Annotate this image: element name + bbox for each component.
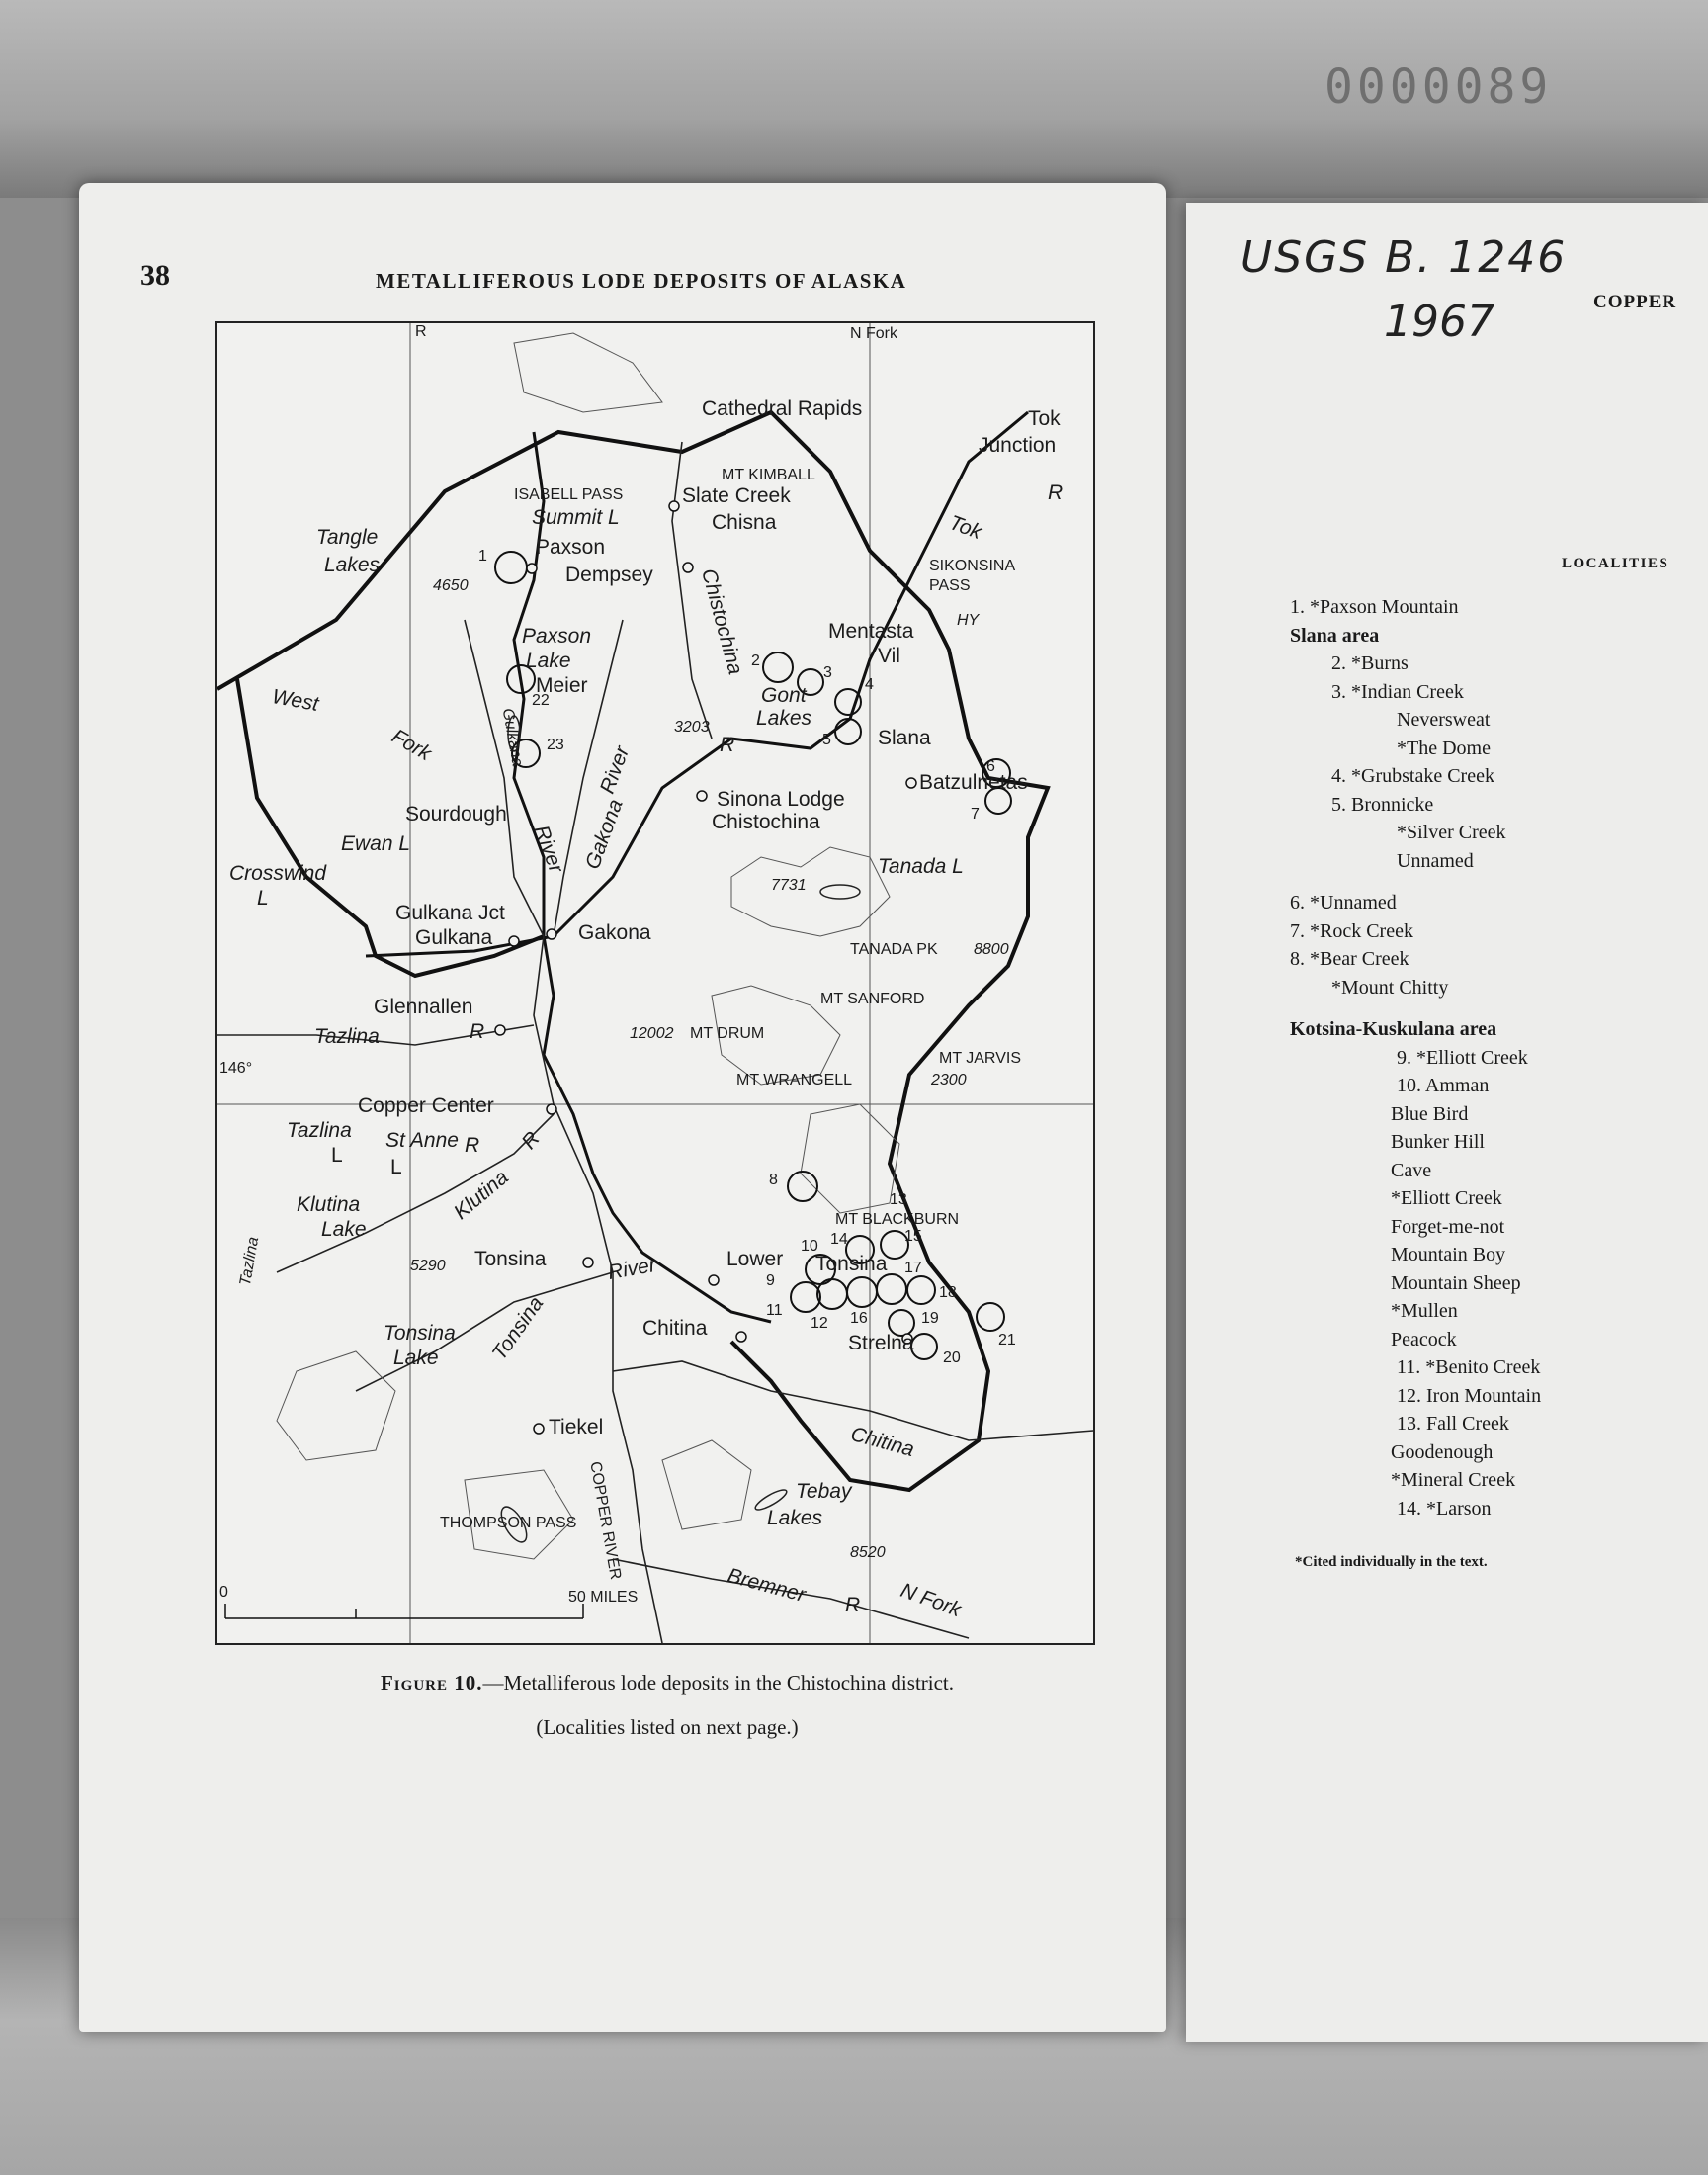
map-label: Gakona (578, 921, 651, 944)
map-label: Chisna (712, 511, 777, 534)
map-label: R (1048, 481, 1064, 504)
locality-number: 16 (850, 1310, 868, 1327)
map-label: MT KIMBALL (722, 467, 815, 483)
map-label: 0 (219, 1584, 228, 1601)
map-label: Klutina (449, 1166, 513, 1225)
locality-number: 1 (478, 548, 487, 565)
map-label: Batzulnetas (919, 771, 1028, 794)
map-label: Lakes (756, 707, 812, 730)
map-label: 50 MILES (568, 1589, 639, 1606)
locality-number: 13 (890, 1191, 907, 1208)
locality-number: 12 (811, 1315, 828, 1332)
district-boundary-west (237, 679, 544, 976)
map-label: Lake (321, 1218, 367, 1241)
locality-number: 3 (823, 664, 832, 681)
map-label: HY (957, 612, 980, 629)
map-label: N Fork (897, 1578, 965, 1622)
map-label: L (257, 887, 269, 910)
locality-entry: 2. *Burns (1331, 652, 1409, 674)
locality-number: 18 (939, 1284, 957, 1301)
locality-area-heading: Slana area (1290, 624, 1380, 647)
map-label: 4650 (433, 577, 469, 594)
map-label: TANADA PK (850, 941, 938, 958)
map-label: Junction (979, 434, 1057, 457)
locality-number: 14 (830, 1231, 848, 1248)
map-label: MT DRUM (690, 1025, 765, 1042)
handwritten-reference: USGS B. 1246 (1240, 232, 1568, 283)
locality-entry: 5. Bronnicke (1331, 793, 1434, 816)
map-label: THOMPSON PASS (440, 1515, 577, 1531)
locality-number: 9 (766, 1272, 775, 1289)
map-label: Tok (1028, 407, 1061, 430)
locality-entry: Unnamed (1397, 849, 1474, 872)
map-label: MT SANFORD (820, 991, 925, 1007)
map-label: River (606, 1253, 658, 1285)
figure-label: Figure 10. (380, 1671, 483, 1695)
map-label: L (390, 1156, 402, 1178)
map-label: Ewan L (341, 832, 411, 855)
map-label: Bremner (725, 1563, 809, 1608)
map-label: 7731 (771, 877, 807, 894)
map-label: Gulkana Jct (395, 902, 505, 924)
locality-entry: *Mount Chitty (1331, 976, 1449, 999)
map-label: Klutina (297, 1193, 361, 1216)
map-label: Lake (526, 650, 571, 672)
map-label: Lakes (767, 1507, 823, 1529)
locality-entry: 7. *Rock Creek (1290, 919, 1413, 942)
locality-number: 23 (547, 737, 564, 753)
locality-number: 6 (986, 758, 995, 775)
locality-number: 8 (769, 1172, 778, 1188)
map-label: R (720, 734, 735, 756)
map-label: R (517, 1127, 545, 1154)
map-label: 5290 (410, 1258, 446, 1274)
locality-number: 22 (532, 692, 550, 709)
map-label: Gakona (580, 796, 628, 873)
map-label: Lake (393, 1347, 439, 1369)
locality-entry: 13. Fall Creek (1397, 1413, 1509, 1435)
map-label: Gulkana (498, 707, 526, 768)
map-label: Tonsina (487, 1292, 549, 1365)
map-label: COPPER RIVER (586, 1460, 624, 1582)
map-label: Copper Center (358, 1094, 494, 1117)
handwritten-year: 1967 (1384, 297, 1494, 347)
district-map (215, 321, 1095, 1645)
map-label: Glennallen (374, 996, 473, 1018)
map-label: Tok (946, 511, 985, 544)
map-label: Chitina (642, 1317, 708, 1340)
map-label: Chitina (848, 1422, 917, 1462)
locality-number: 11 (766, 1302, 783, 1319)
map-label: Chistochina (697, 566, 747, 677)
locality-entry: Blue Bird (1391, 1102, 1469, 1125)
map-label: Fork (387, 725, 436, 766)
map-label: R (415, 323, 427, 340)
locality-number: 17 (904, 1260, 922, 1276)
locality-entry: 8. *Bear Creek (1290, 948, 1409, 970)
map-label: Cathedral Rapids (702, 397, 863, 420)
locality-number: 10 (801, 1238, 818, 1255)
map-label: R (465, 1134, 480, 1157)
locality-number: 2 (751, 652, 760, 669)
map-label: Meier (536, 674, 588, 697)
locality-entry: Forget-me-not (1391, 1215, 1505, 1238)
map-label: Tazlina (236, 1235, 263, 1288)
locality-entry: *Mullen (1391, 1300, 1458, 1322)
map-label: 8800 (974, 941, 1009, 958)
map-label: Tonsina (815, 1253, 888, 1275)
map-label: MT JARVIS (939, 1050, 1021, 1067)
map-label: Tanada L (878, 855, 964, 878)
map-label: Sourdough (405, 803, 507, 826)
localities-heading: LOCALITIES (1562, 556, 1669, 571)
locality-number: 5 (822, 732, 831, 748)
map-label: West (270, 685, 321, 716)
localities-list (1290, 593, 1705, 1522)
locality-entry: 12. Iron Mountain (1397, 1384, 1542, 1407)
map-label: Slate Creek (682, 484, 791, 507)
map-label: Vil (878, 645, 900, 667)
locality-entry: Cave (1391, 1159, 1432, 1181)
locality-entry: *Elliott Creek (1391, 1187, 1502, 1209)
map-label: Gont (761, 684, 807, 707)
map-label: Tebay (796, 1480, 852, 1503)
map-label: River (529, 822, 568, 876)
locality-entry: Goodenough (1391, 1440, 1494, 1463)
map-label: 146° (219, 1060, 253, 1077)
map-label: Summit L (532, 506, 620, 529)
map-label: Tiekel (549, 1416, 604, 1438)
locality-entry: 4. *Grubstake Creek (1331, 765, 1494, 787)
map-label: Paxson (536, 536, 606, 559)
figure-caption-note: (Localities listed on next page.) (536, 1715, 799, 1739)
locality-entry: Peacock (1391, 1328, 1457, 1350)
map-label: 12002 (630, 1025, 674, 1042)
localities-footnote: *Cited individually in the text. (1295, 1554, 1488, 1570)
map-label: Tonsina (384, 1322, 456, 1345)
map-label: Slana (878, 727, 931, 749)
archive-stamp: 0000089 (1324, 59, 1553, 115)
locality-entry: Neversweat (1397, 709, 1491, 731)
map-label: PASS (929, 577, 971, 594)
locality-number: 7 (971, 806, 980, 823)
map-label: MT BLACKBURN (835, 1211, 960, 1228)
locality-entry: 9. *Elliott Creek (1397, 1046, 1528, 1069)
map-label: Dempsey (565, 564, 653, 586)
locality-number: 15 (904, 1228, 922, 1245)
figure-caption-text: —Metalliferous lode deposits in the Chistochina district. (482, 1671, 955, 1695)
map-label: Tazlina (287, 1119, 352, 1142)
locality-entry: 3. *Indian Creek (1331, 680, 1464, 703)
map-label: Sinona Lodge (717, 788, 845, 811)
map-label: ISABELL PASS (514, 486, 624, 503)
locality-number: 4 (865, 676, 874, 693)
map-label: Tazlina (314, 1025, 380, 1048)
locality-entry: 1. *Paxson Mountain (1290, 596, 1459, 618)
map-label: Strelna (848, 1332, 914, 1354)
map-label: Lower (726, 1248, 784, 1270)
map-label: 8520 (850, 1544, 886, 1561)
map-label: St Anne (385, 1129, 459, 1152)
map-label: N Fork (850, 325, 897, 342)
locality-entry: Mountain Boy (1391, 1244, 1506, 1265)
map-label: Paxson (522, 625, 592, 648)
locality-entry: 11. *Benito Creek (1397, 1356, 1541, 1378)
figure-caption (277, 1671, 1058, 1696)
locality-entry: 14. *Larson (1397, 1497, 1492, 1520)
map-label: 3203 (674, 719, 710, 736)
map-label: Crosswind (229, 862, 327, 885)
page-number: 38 (140, 259, 170, 292)
locality-entry: *Silver Creek (1397, 822, 1506, 843)
map-label: Tangle (316, 526, 379, 549)
locality-number: 19 (921, 1310, 939, 1327)
scale-bar (225, 1604, 583, 1618)
locality-entry: 10. Amman (1397, 1075, 1490, 1096)
map-label: 2300 (931, 1072, 967, 1088)
locality-entry: *Mineral Creek (1391, 1469, 1516, 1491)
map-label: Tonsina (474, 1248, 547, 1270)
locality-entry: Bunker Hill (1391, 1131, 1485, 1153)
map-label: Lakes (324, 554, 381, 576)
map-label: SIKONSINA (929, 558, 1016, 574)
locality-entry: *The Dome (1397, 737, 1491, 759)
locality-entry: Mountain Sheep (1391, 1271, 1521, 1294)
map-label: L (331, 1144, 343, 1167)
locality-area-heading: Kotsina-Kuskulana area (1290, 1018, 1497, 1040)
running-head: METALLIFEROUS LODE DEPOSITS OF ALASKA (376, 269, 907, 293)
map-label: Mentasta (828, 620, 914, 643)
map-label: R (470, 1020, 485, 1043)
locality-number: 21 (998, 1332, 1016, 1348)
locality-entry: 6. *Unnamed (1290, 892, 1397, 914)
right-running-head: COPPER (1593, 292, 1677, 312)
map-label: Gulkana (415, 926, 493, 949)
map-label: R (845, 1594, 861, 1616)
locality-number: 20 (943, 1349, 961, 1366)
map-label: River (595, 742, 635, 797)
map-label: MT WRANGELL (736, 1072, 853, 1088)
map-label: Chistochina (712, 811, 820, 833)
